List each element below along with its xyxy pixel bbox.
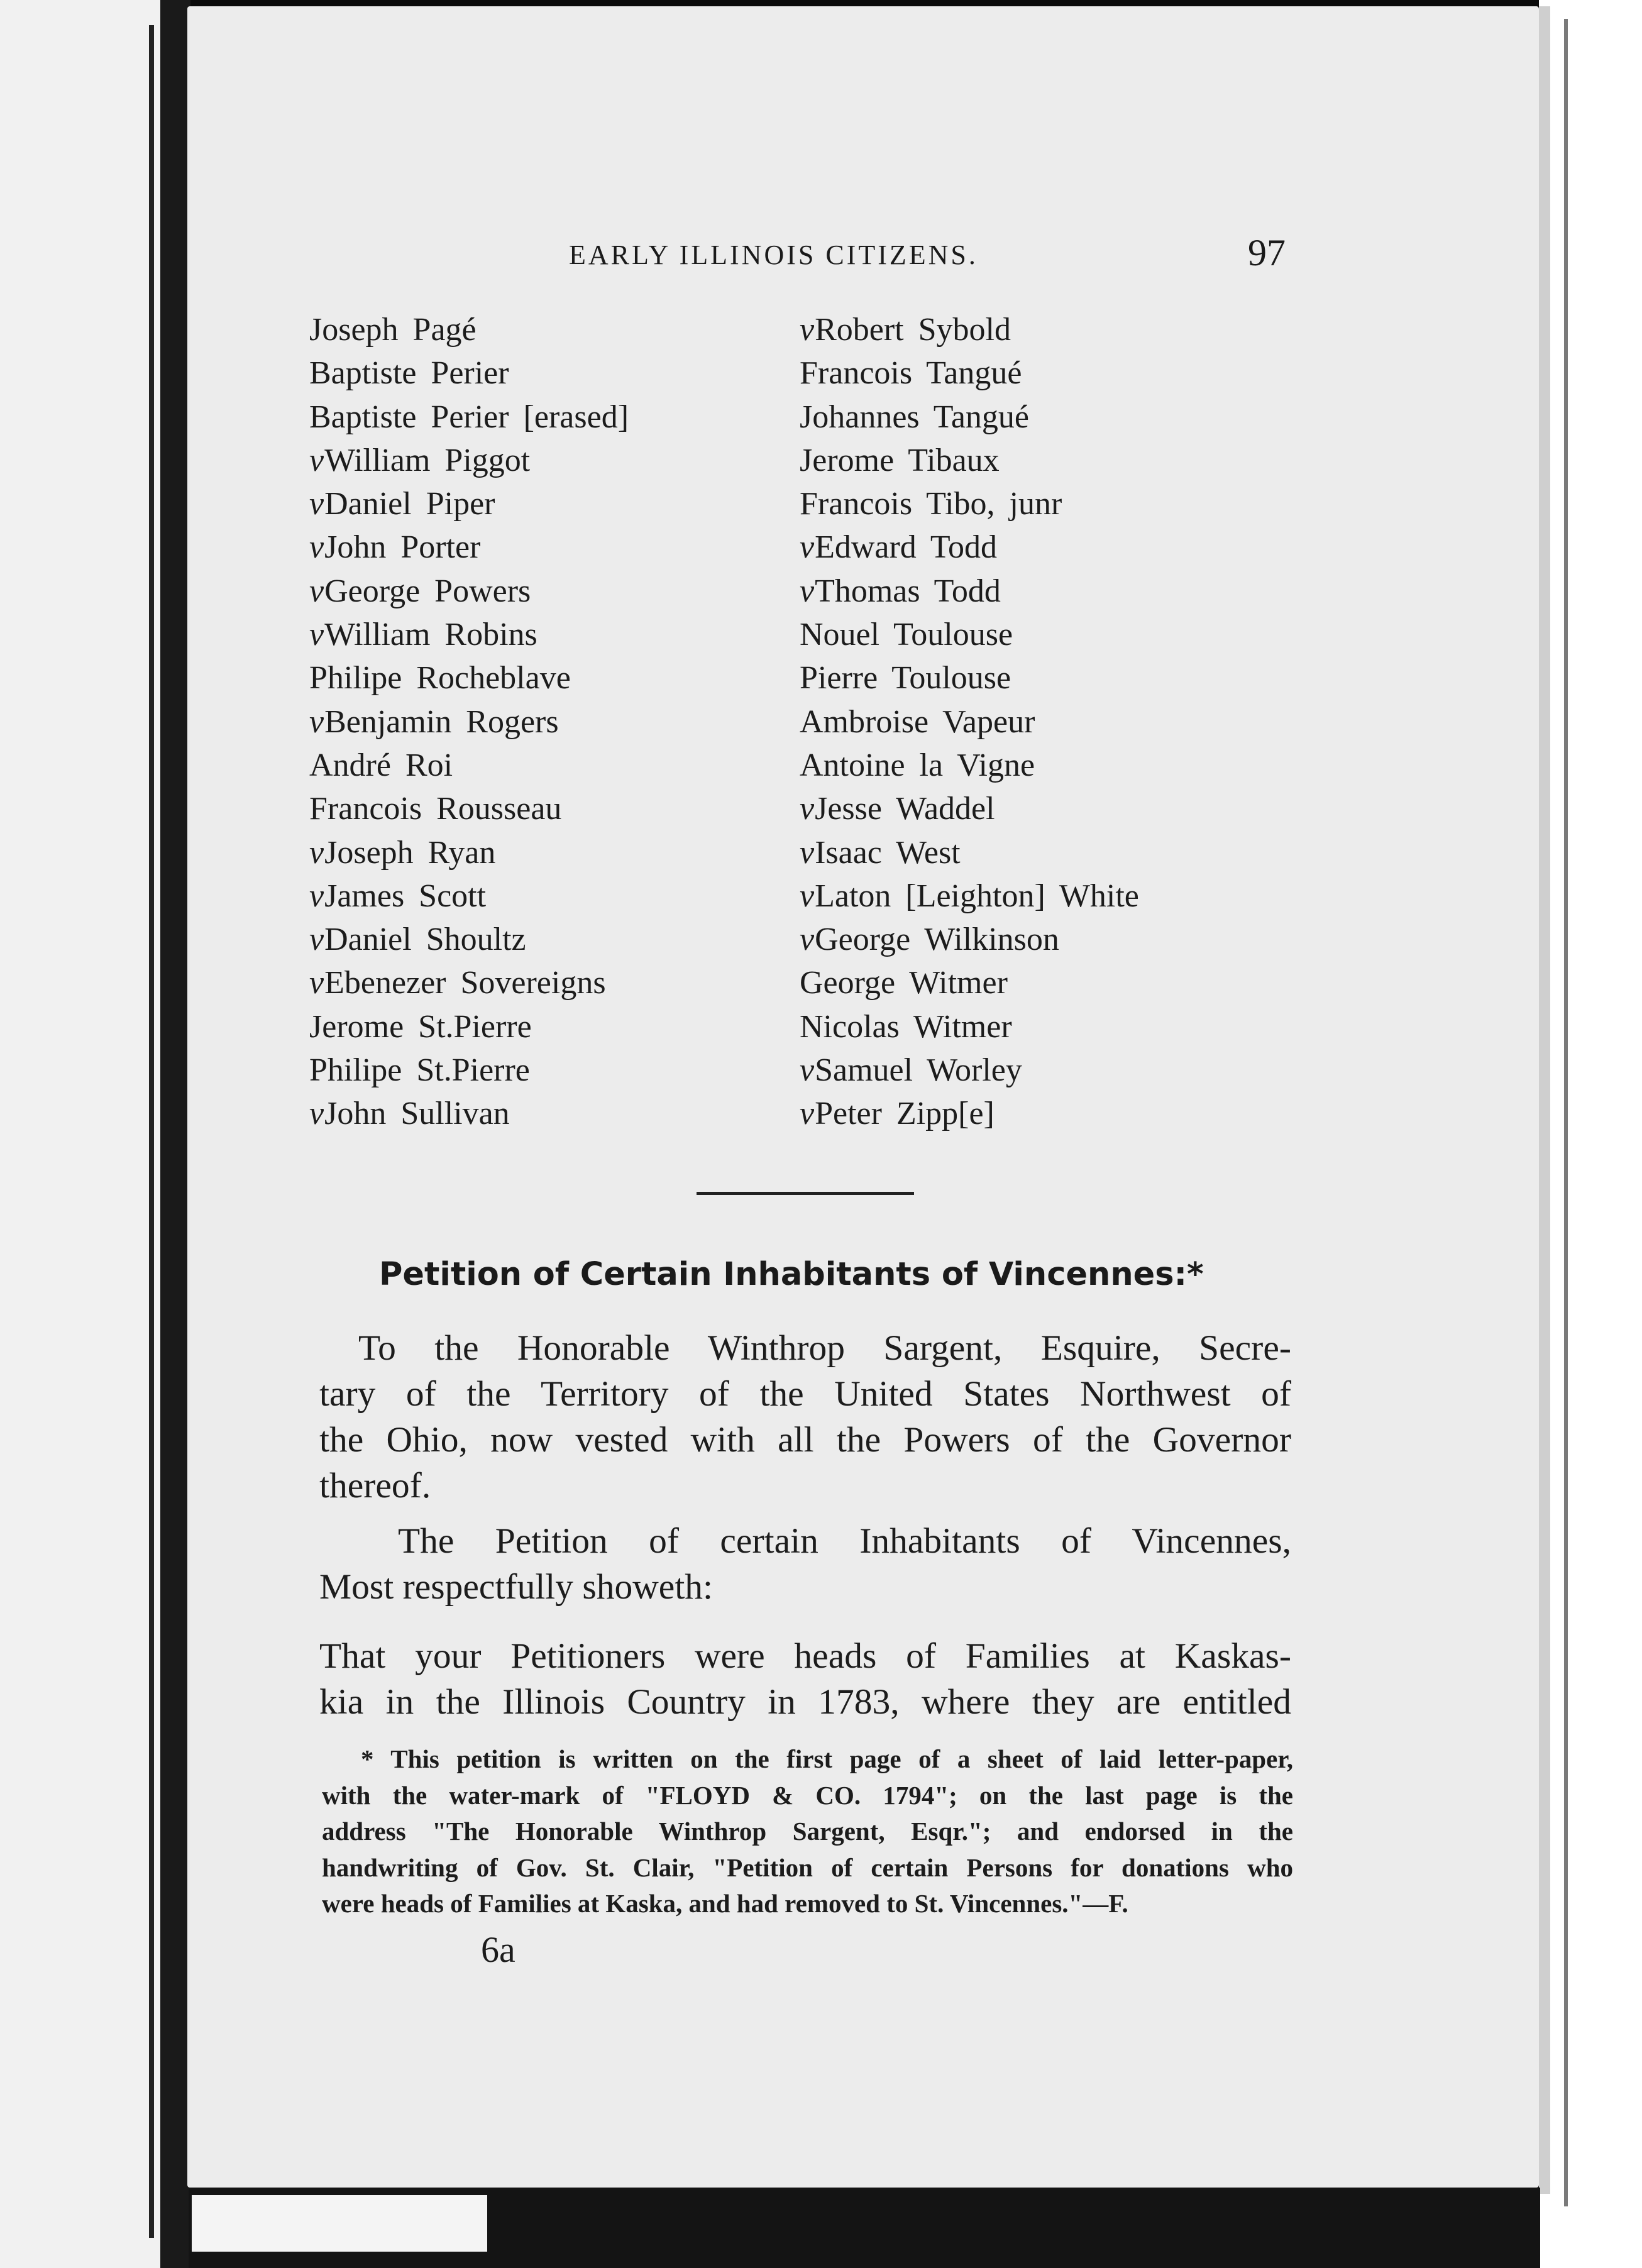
paper-slip bbox=[192, 2195, 487, 2252]
name-text: Nicolas Witmer bbox=[800, 1008, 1012, 1045]
name-entry bbox=[309, 308, 629, 351]
name-text: Edward Todd bbox=[815, 529, 997, 566]
name-entry bbox=[800, 308, 1139, 351]
name-text: Ebenezer Sovereigns bbox=[324, 965, 606, 1001]
name-entry bbox=[309, 918, 629, 961]
name-entry bbox=[309, 831, 629, 874]
name-entry bbox=[309, 961, 629, 1005]
text-line: That your Petitioners were heads of Families at Kaskas- bbox=[319, 1636, 1291, 1676]
name-entry bbox=[309, 1092, 629, 1135]
name-entry bbox=[800, 1005, 1139, 1049]
name-entry bbox=[800, 656, 1139, 700]
name-entry bbox=[800, 874, 1139, 918]
text-line: address "The Honorable Winthrop Sargent, Esqr."; and endorsed in the bbox=[322, 1817, 1293, 1846]
name-text: Thomas Todd bbox=[815, 573, 1001, 609]
text-line: * This petition is written on the first page of a sheet of laid letter-paper, bbox=[361, 1744, 1293, 1773]
page-stack-edge bbox=[1539, 0, 1642, 2268]
name-entry bbox=[800, 439, 1139, 482]
name-text: Pierre Toulouse bbox=[800, 660, 1011, 696]
name-entry bbox=[309, 744, 629, 787]
text-line: the Ohio, now vested with all the Powers of the Governor bbox=[319, 1420, 1291, 1460]
name-entry bbox=[800, 395, 1139, 439]
name-entry bbox=[800, 570, 1139, 613]
name-text: André Roi bbox=[309, 747, 453, 783]
check-mark: v bbox=[800, 312, 815, 348]
name-entry bbox=[800, 526, 1139, 569]
check-mark: v bbox=[800, 529, 815, 566]
signature-mark: 6a bbox=[481, 1929, 515, 1970]
name-text: Jerome Tibaux bbox=[800, 442, 1000, 478]
name-text: Laton [Leighton] White bbox=[815, 878, 1139, 914]
name-entry bbox=[800, 918, 1139, 961]
footnote bbox=[322, 1741, 1293, 1922]
check-mark: v bbox=[800, 1052, 815, 1089]
name-text: George Wilkinson bbox=[815, 922, 1059, 958]
check-mark: v bbox=[309, 573, 324, 609]
name-text: William Piggot bbox=[324, 442, 531, 478]
name-text: Jerome St.Pierre bbox=[309, 1008, 532, 1045]
text-line: kia in the Illinois Country in 1783, where they are entitled bbox=[319, 1682, 1291, 1722]
name-entry bbox=[800, 744, 1139, 787]
name-text: Baptiste Perier [erased] bbox=[309, 399, 629, 435]
names-column-right bbox=[800, 308, 1139, 1136]
name-text: Isaac West bbox=[815, 834, 961, 871]
facing-page-edge bbox=[0, 0, 160, 2268]
running-head: EARLY ILLINOIS CITIZENS. bbox=[569, 239, 978, 270]
name-text: Joseph Ryan bbox=[324, 834, 496, 871]
name-text: George Witmer bbox=[800, 965, 1008, 1001]
petition-body bbox=[319, 1633, 1291, 1725]
check-mark: v bbox=[800, 791, 815, 827]
name-text: John Porter bbox=[324, 529, 481, 566]
check-mark: v bbox=[309, 834, 324, 871]
name-entry bbox=[309, 700, 629, 744]
name-entry bbox=[800, 831, 1139, 874]
name-entry bbox=[800, 1049, 1139, 1092]
name-entry bbox=[309, 526, 629, 569]
text-line: The Petition of certain Inhabitants of Vincennes, bbox=[398, 1521, 1291, 1561]
name-text: Baptiste Perier bbox=[309, 355, 509, 392]
name-text: Daniel Shoultz bbox=[324, 922, 526, 958]
text-line: thereof. bbox=[319, 1466, 431, 1506]
text-line: tary of the Territory of the United States Northwest of bbox=[319, 1374, 1291, 1414]
text-line: handwriting of Gov. St. Clair, "Petition of certain Persons for donations who bbox=[322, 1852, 1293, 1882]
text-line: with the water-mark of "FLOYD & CO. 1794"; on the last page is the bbox=[322, 1780, 1293, 1810]
name-text: James Scott bbox=[324, 878, 487, 914]
name-text: Robert Sybold bbox=[815, 312, 1011, 348]
name-entry bbox=[800, 787, 1139, 830]
name-entry bbox=[309, 874, 629, 918]
name-text: George Powers bbox=[324, 573, 531, 609]
name-text: Peter Zipp[e] bbox=[815, 1096, 995, 1132]
text-line: Most respectfully showeth: bbox=[319, 1567, 714, 1607]
name-entry bbox=[309, 351, 629, 395]
text-line: were heads of Families at Kaska, and had removed to St. Vincennes."—F. bbox=[322, 1889, 1128, 1918]
check-mark: v bbox=[800, 834, 815, 871]
name-text: John Sullivan bbox=[324, 1096, 510, 1132]
name-entry bbox=[309, 482, 629, 526]
name-text: Daniel Piper bbox=[324, 486, 495, 522]
name-entry bbox=[800, 1092, 1139, 1135]
name-text: Antoine la Vigne bbox=[800, 747, 1035, 783]
check-mark: v bbox=[309, 442, 324, 478]
check-mark: v bbox=[800, 1096, 815, 1132]
name-text: William Robins bbox=[324, 617, 537, 653]
name-entry bbox=[309, 439, 629, 482]
book-binding bbox=[160, 0, 190, 2268]
check-mark: v bbox=[309, 617, 324, 653]
names-column-left bbox=[309, 308, 629, 1136]
name-entry bbox=[800, 351, 1139, 395]
check-mark: v bbox=[309, 703, 324, 740]
name-entry bbox=[800, 613, 1139, 656]
name-text: Ambroise Vapeur bbox=[800, 703, 1035, 740]
check-mark: v bbox=[309, 529, 324, 566]
petition-title: Petition of Certain Inhabitants of Vincennes:* bbox=[379, 1256, 1204, 1293]
name-entry bbox=[309, 1005, 629, 1049]
name-text: Nouel Toulouse bbox=[800, 617, 1013, 653]
name-entry bbox=[800, 700, 1139, 744]
check-mark: v bbox=[309, 922, 324, 958]
name-text: Francois Rousseau bbox=[309, 791, 562, 827]
page-number: 97 bbox=[1248, 232, 1286, 273]
name-entry bbox=[309, 787, 629, 830]
check-mark: v bbox=[309, 878, 324, 914]
name-text: Johannes Tangué bbox=[800, 399, 1029, 435]
name-text: Benjamin Rogers bbox=[324, 703, 559, 740]
name-text: Jesse Waddel bbox=[815, 791, 995, 827]
name-text: Joseph Pagé bbox=[309, 312, 477, 348]
check-mark: v bbox=[800, 573, 815, 609]
name-entry bbox=[309, 395, 629, 439]
name-entry bbox=[800, 961, 1139, 1005]
name-entry bbox=[800, 482, 1139, 526]
text-line: To the Honorable Winthrop Sargent, Esquire, Secre- bbox=[358, 1328, 1291, 1368]
section-divider bbox=[697, 1192, 914, 1195]
name-text: Francois Tangué bbox=[800, 355, 1022, 392]
name-entry bbox=[309, 656, 629, 700]
name-entry bbox=[309, 613, 629, 656]
name-entry bbox=[309, 570, 629, 613]
petition-address bbox=[319, 1325, 1291, 1509]
check-mark: v bbox=[309, 1096, 324, 1132]
name-entry bbox=[309, 1049, 629, 1092]
check-mark: v bbox=[800, 922, 815, 958]
scan-bottom-border bbox=[189, 2188, 1540, 2268]
name-text: Philipe St.Pierre bbox=[309, 1052, 530, 1089]
check-mark: v bbox=[309, 965, 324, 1001]
check-mark: v bbox=[309, 486, 324, 522]
petition-intro bbox=[319, 1518, 1291, 1610]
name-text: Francois Tibo, junr bbox=[800, 486, 1062, 522]
name-text: Philipe Rocheblave bbox=[309, 660, 571, 696]
name-text: Samuel Worley bbox=[815, 1052, 1022, 1089]
check-mark: v bbox=[800, 878, 815, 914]
